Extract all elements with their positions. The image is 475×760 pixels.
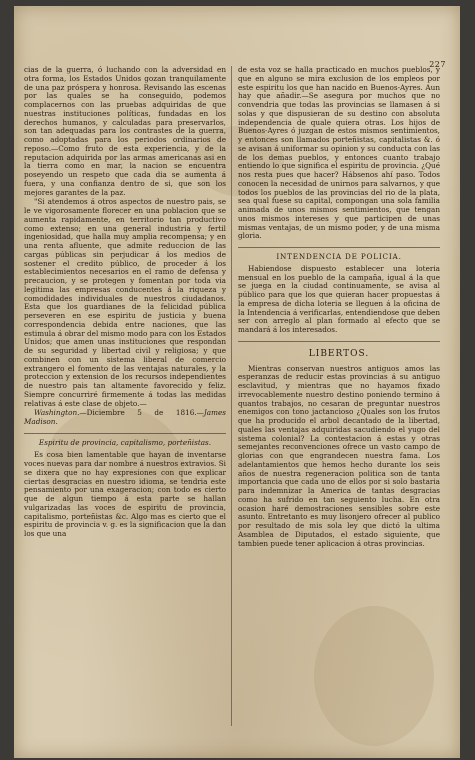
right-column: [238, 66, 440, 549]
page-number: 227: [429, 60, 446, 69]
section-heading: LIBERTOS.: [308, 348, 370, 359]
signoff-date: —Diciembre 5 de 1816.—: [79, 408, 204, 418]
section-divider: [24, 433, 226, 434]
section-divider: [238, 341, 440, 342]
article-signoff: [24, 409, 226, 427]
article-paragraph: Es cosa bien lamentable que hayan de inventarse voces nuevas para dar nombre á nuestros extravios. Si se dixera que no hay expresiones con que explicar ciertas desgracias en nuestro idioma, se tendria este pensamiento por una exageracion; con todo es cierto que de algun tiempo á esta parte se hallan vulgarizadas las voces de espiritu de provincia, capitalismo, porteñistas &c. Algo mas es cierto que el espiritu de provincia v. g. es la significacion que la dan los que una: [24, 450, 226, 538]
section-title: Espiritu de provincia, capitalismo, porteñistas.: [38, 437, 212, 447]
article-paragraph: cias de la guerra, ó luchando con la adversidad en otra forma, los Estados Unidos gozan tranquilamente de una paz próspera y honrosa. Revisando las escenas por las quales se ha conseguido, podemos complacernos con las pruebas adquiridas de que nuestras instituciones políticas, fundadas en los derechos humanos, y calculadas para preservarlos, son tan adequadas para los contrastes de la guerra, como adoptadas para los periodos ordinarios de reposo.—Como fruto de esta experiencia, y de la reputacion adquirida por las armas americanas asi en la tierra como en mar, la nacion se encuentra poseyendo un respeto que cada dia se aumenta á fuera, y una confianza dentro de si, que son los mejores garantes de la paz.: [24, 65, 226, 197]
article-paragraph: de esta voz se halla practicado en muchos pueblos, y que en alguno se mira exclusion de los empleos por este espiritu los que han nacido en Buenos-Ayres. Aun hay que añadir.—Se asegura por muchos que no convendria que todas las provincias se llamasen á si solas y que dispusieran de su destino con absoluta independencia de quale quiera otras. Los hijos de Buenos-Ayres ó juzgan de estos mismos sentimientos, y entonces son llamados porteñistas, capitalistas &. ó se avisan á uniformar su opinion y su conducta con las de los demas pueblos, y entonces cuanto trabajo entiendo lo que significa el espiritu de provincia. ¿Qué nos resta pues que hacer? Hábsenos ahí paso. Todos conocen la necesidad de unirnos para salvarnos, y que todos los pueblos de las provincias del rio de la plata, sea qual fuese su capital, compongan una sola familia animada de unos mismos sentimientos, que tengan unos mismos intereses y que participen de unas mismas ventajas, de un mismo poder, y de una misma gloria.: [238, 65, 440, 241]
section-divider: [238, 247, 440, 248]
section-heading: INTENDENCIA DE POLICIA.: [276, 252, 402, 261]
article-paragraph: Mientras conservan nuestros antiguos amos las esperanzas de reducir estas provincias á su antiguo esclavitud, y mientras que no hayamos fixado irrevocablemente nuestro destino poniendo termino á quantos trabajos, no cesaran de preguntar nuestros enemigos con tono jactancioso ¿Quales son los frutos que ha producido el arbol decantado de la libertad, quales las ventajas adquiridas sacudiendo el yugo del sistema colonial? La contestacion á estas y otras semejantes reconvenciones ofrece un vasto campo de glorias con que engrandecen nuestra fama. Los adelantamientos que hemos hecho durante los seis años de nuestra regeneracion politica son de tanta importancia que cada uno de ellos por si solo bastaria para indemnizar la America de tantas desgracias como ha sufrido en tan seguiento lucha. En otra ocasion haré demostraciones sensibles sobre este asunto. Entretanto es muy lisonjero ofrecer al publico por resultado de mis sola ley que dictó la ultima Asamblea de Diputados, el estado siguiente, que tambien puede tener aplicacion á otras provincias.: [238, 363, 440, 548]
signoff-signer: James Madison.: [24, 408, 226, 426]
column-divider: [231, 66, 232, 726]
newspaper-page: [14, 6, 460, 758]
signoff-name: Washington.: [34, 408, 80, 418]
article-paragraph: Habiendose dispuesto establecer una loteria mensual en los pueblo de la campaña, igual á la que se juega en la ciudad continuamente, se avisa al público para que los que quieran hacer propuestas á la empresa de dicha loteria se lleguen á la oficina de la Intendencia á verificarlas, entendiendose que deben ser con arreglo al plan formado al efecto que se mandará á los interesados.: [238, 263, 440, 334]
paper-stain: [314, 606, 434, 746]
article-paragraph: "Si atendemos á otros aspectos de nuestro pais, se le ve vigorosamente florecer en una poblacion que se aumenta rapidamente, en territorio tan productivo como extenso; en una general industria y fertil ingeniosidad, que halla muy amplia recompensa; y en una renta afluente, que admite reduccion de las cargas públicas sin perjudicar á los medios de sostener el credito público, de proceder á los establecimientos necesarios en el ramo de defensa y precaucion, y se protegen y fomentan por toda via legitima las empresas conducentes á la riqueza y comodidades individuales de nuestros ciudadanos. Esta que los guardianes de la felicidad pública perseveren en ese espiritu de justicia y buena correspondencia debida entre naciones, que las estimula á obrar del mismo modo para con los Estados Unidos; que amen unas instituciones que respondan de su seguridad y libertad civil y religiosa; y que combinen con un sistema liberal de comercio extrangero el fomento de las ventajas naturales, y la proteccion y extension de los recursos independientes de nuestro pais tan altamente favorecido y feliz. Siempre concurriré firmemente á todas las medidas relativas á este clase de objeto.—: [24, 197, 226, 408]
left-column: [24, 66, 226, 540]
